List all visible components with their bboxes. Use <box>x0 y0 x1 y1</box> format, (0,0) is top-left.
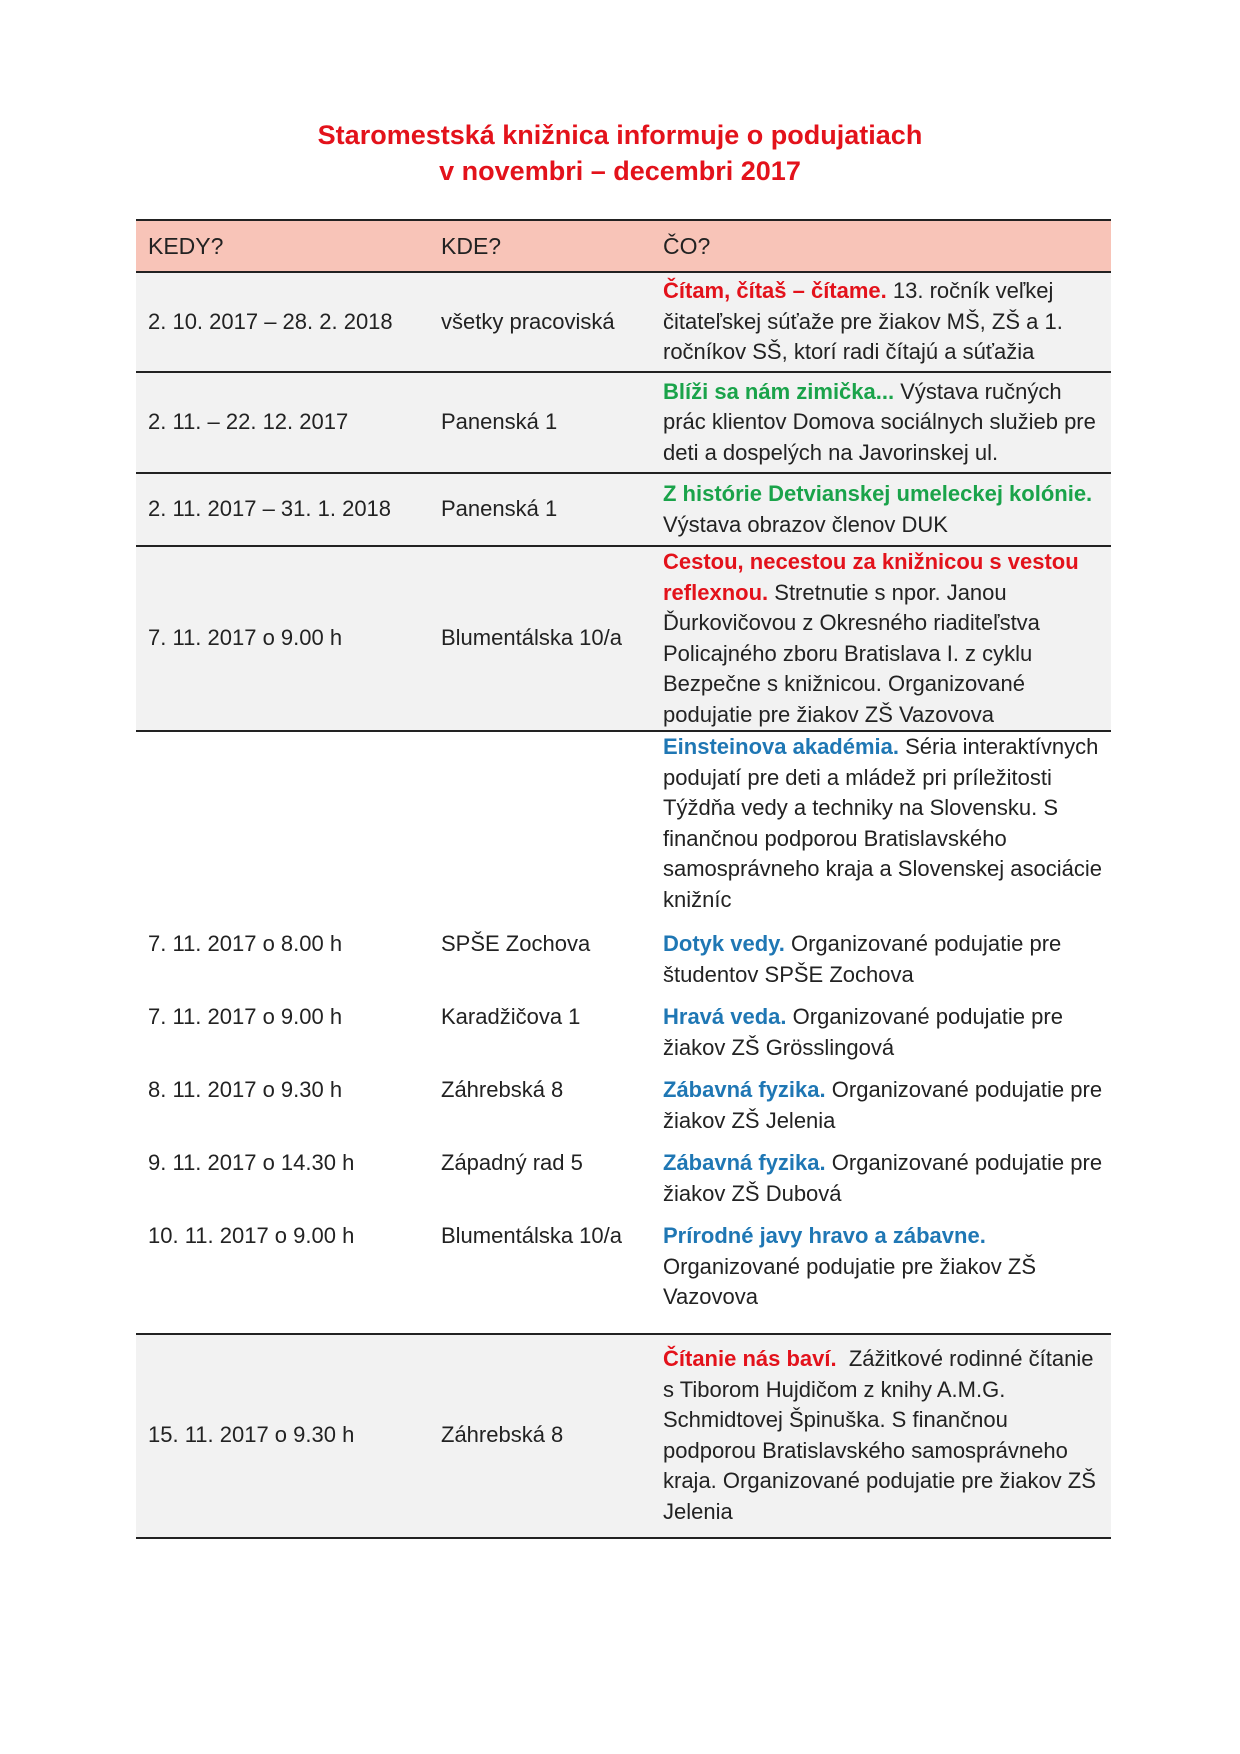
table-row <box>136 272 1111 372</box>
event-title: Hravá veda. <box>663 1004 787 1029</box>
event-desc: Zážitkové rodinné čítanie s Tiborom Hujdičom z knihy A.M.G. Schmidtovej Špinuška. S finančnou podporou Bratislavského samosprávneho kraja. Organizované podujatie pre žiakov ZŠ Jelenia <box>663 1346 1096 1524</box>
header-when: KEDY? <box>148 232 224 259</box>
event-when: 7. 11. 2017 o 9.00 h <box>148 625 343 651</box>
header-where: KDE? <box>441 232 502 259</box>
event-title: Čítanie nás baví. <box>663 1346 837 1371</box>
event-title: Zábavná fyzika. <box>663 1077 826 1102</box>
event-when: 7. 11. 2017 o 8.00 h <box>148 931 343 956</box>
event-what <box>651 1334 1111 1538</box>
event-what <box>651 1002 1111 1075</box>
event-desc: Organizované podujatie pre žiakov ZŠ Vazovova <box>663 1253 1036 1309</box>
event-desc: Výstava obrazov členov DUK <box>663 511 948 537</box>
table-row <box>136 1221 1111 1334</box>
event-where: Blumentálska 10/a <box>441 625 622 651</box>
event-what <box>651 372 1111 473</box>
series-title: Einsteinova akadémia. <box>663 734 899 759</box>
event-what <box>651 1148 1111 1221</box>
event-what <box>651 1075 1111 1148</box>
event-desc: Organizované podujatie pre študentov SPŠE Zochova <box>663 931 1062 987</box>
header-what: ČO? <box>663 232 711 259</box>
event-desc: 13. ročník veľkej čitateľskej súťaže pre žiakov MŠ, ZŠ a 1. ročníkov SŠ, ktorí radi čítajú a súťažia <box>663 278 1063 365</box>
table-header-row <box>136 220 1111 272</box>
event-desc: Organizované podujatie pre žiakov ZŠ Dubová <box>663 1150 1103 1206</box>
table-row <box>136 1334 1111 1538</box>
event-what <box>651 929 1111 1002</box>
event-desc: Organizované podujatie pre žiakov ZŠ Jelenia <box>663 1077 1103 1133</box>
series-intro <box>651 731 1111 929</box>
events-table <box>136 219 1111 1539</box>
event-where: všetky pracoviská <box>441 308 615 334</box>
event-title: Zábavná fyzika. <box>663 1150 826 1175</box>
event-title: Z histórie Detvianskej umeleckej kolónie. <box>663 481 1093 506</box>
event-what <box>651 473 1111 546</box>
series-desc: Séria interaktívnych podujatí pre deti a mládež pri príležitosti Týždňa vedy a techniky na Slovensku. S finančnou podporou Bratislavského samosprávneho kraja a Slovenskej asociácie knižníc <box>663 734 1103 912</box>
event-desc: Organizované podujatie pre žiakov ZŠ Grösslingová <box>663 1004 1063 1060</box>
event-where: Karadžičova 1 <box>441 1004 581 1029</box>
event-when: 15. 11. 2017 o 9.30 h <box>148 1422 355 1448</box>
event-title: Cestou, necestou za knižnicou s vestou reflexnou. <box>663 549 1079 605</box>
table-row <box>136 372 1111 473</box>
table-row-intro <box>136 731 1111 929</box>
event-where: Panenská 1 <box>441 496 558 522</box>
event-when: 9. 11. 2017 o 14.30 h <box>148 1150 355 1175</box>
event-when: 10. 11. 2017 o 9.00 h <box>148 1223 355 1248</box>
document-title <box>0 117 1240 189</box>
event-where: Záhrebská 8 <box>441 1422 564 1448</box>
table-row <box>136 1002 1111 1075</box>
event-title: Dotyk vedy. <box>663 931 785 956</box>
event-when: 8. 11. 2017 o 9.30 h <box>148 1077 343 1102</box>
event-desc: Stretnutie s npor. Janou Ďurkovičovou z Okresného riaditeľstva Policajného zboru Bratislava I. z cyklu Bezpečne s knižnicou. Organizované podujatie pre žiakov ZŠ Vazovova <box>663 579 1040 727</box>
event-what <box>651 546 1111 731</box>
event-where: SPŠE Zochova <box>441 931 591 956</box>
table-row <box>136 1148 1111 1221</box>
table-row <box>136 929 1111 1002</box>
event-when: 2. 11. 2017 – 31. 1. 2018 <box>148 496 392 522</box>
table-row <box>136 473 1111 546</box>
event-desc: Výstava ručných prác klientov Domova sociálnych služieb pre deti a dospelých na Javorinskej ul. <box>663 378 1096 465</box>
event-when: 2. 11. – 22. 12. 2017 <box>148 409 349 435</box>
event-when: 7. 11. 2017 o 9.00 h <box>148 1004 343 1029</box>
event-title: Prírodné javy hravo a zábavne. <box>663 1223 986 1248</box>
title-line-2: v novembri – decembri 2017 <box>439 156 801 186</box>
event-what <box>651 1221 1111 1334</box>
table-row <box>136 546 1111 731</box>
table-row <box>136 1075 1111 1148</box>
event-what <box>651 272 1111 372</box>
event-where: Záhrebská 8 <box>441 1077 564 1102</box>
event-where: Blumentálska 10/a <box>441 1223 622 1248</box>
title-line-1: Staromestská knižnica informuje o podujatiach <box>317 120 923 150</box>
event-when: 2. 10. 2017 – 28. 2. 2018 <box>148 308 393 334</box>
event-title: Blíži sa nám zimička... <box>663 378 895 404</box>
event-title: Čítam, čítaš – čítame. <box>663 278 887 304</box>
event-where: Západný rad 5 <box>441 1150 583 1175</box>
event-where: Panenská 1 <box>441 409 558 435</box>
